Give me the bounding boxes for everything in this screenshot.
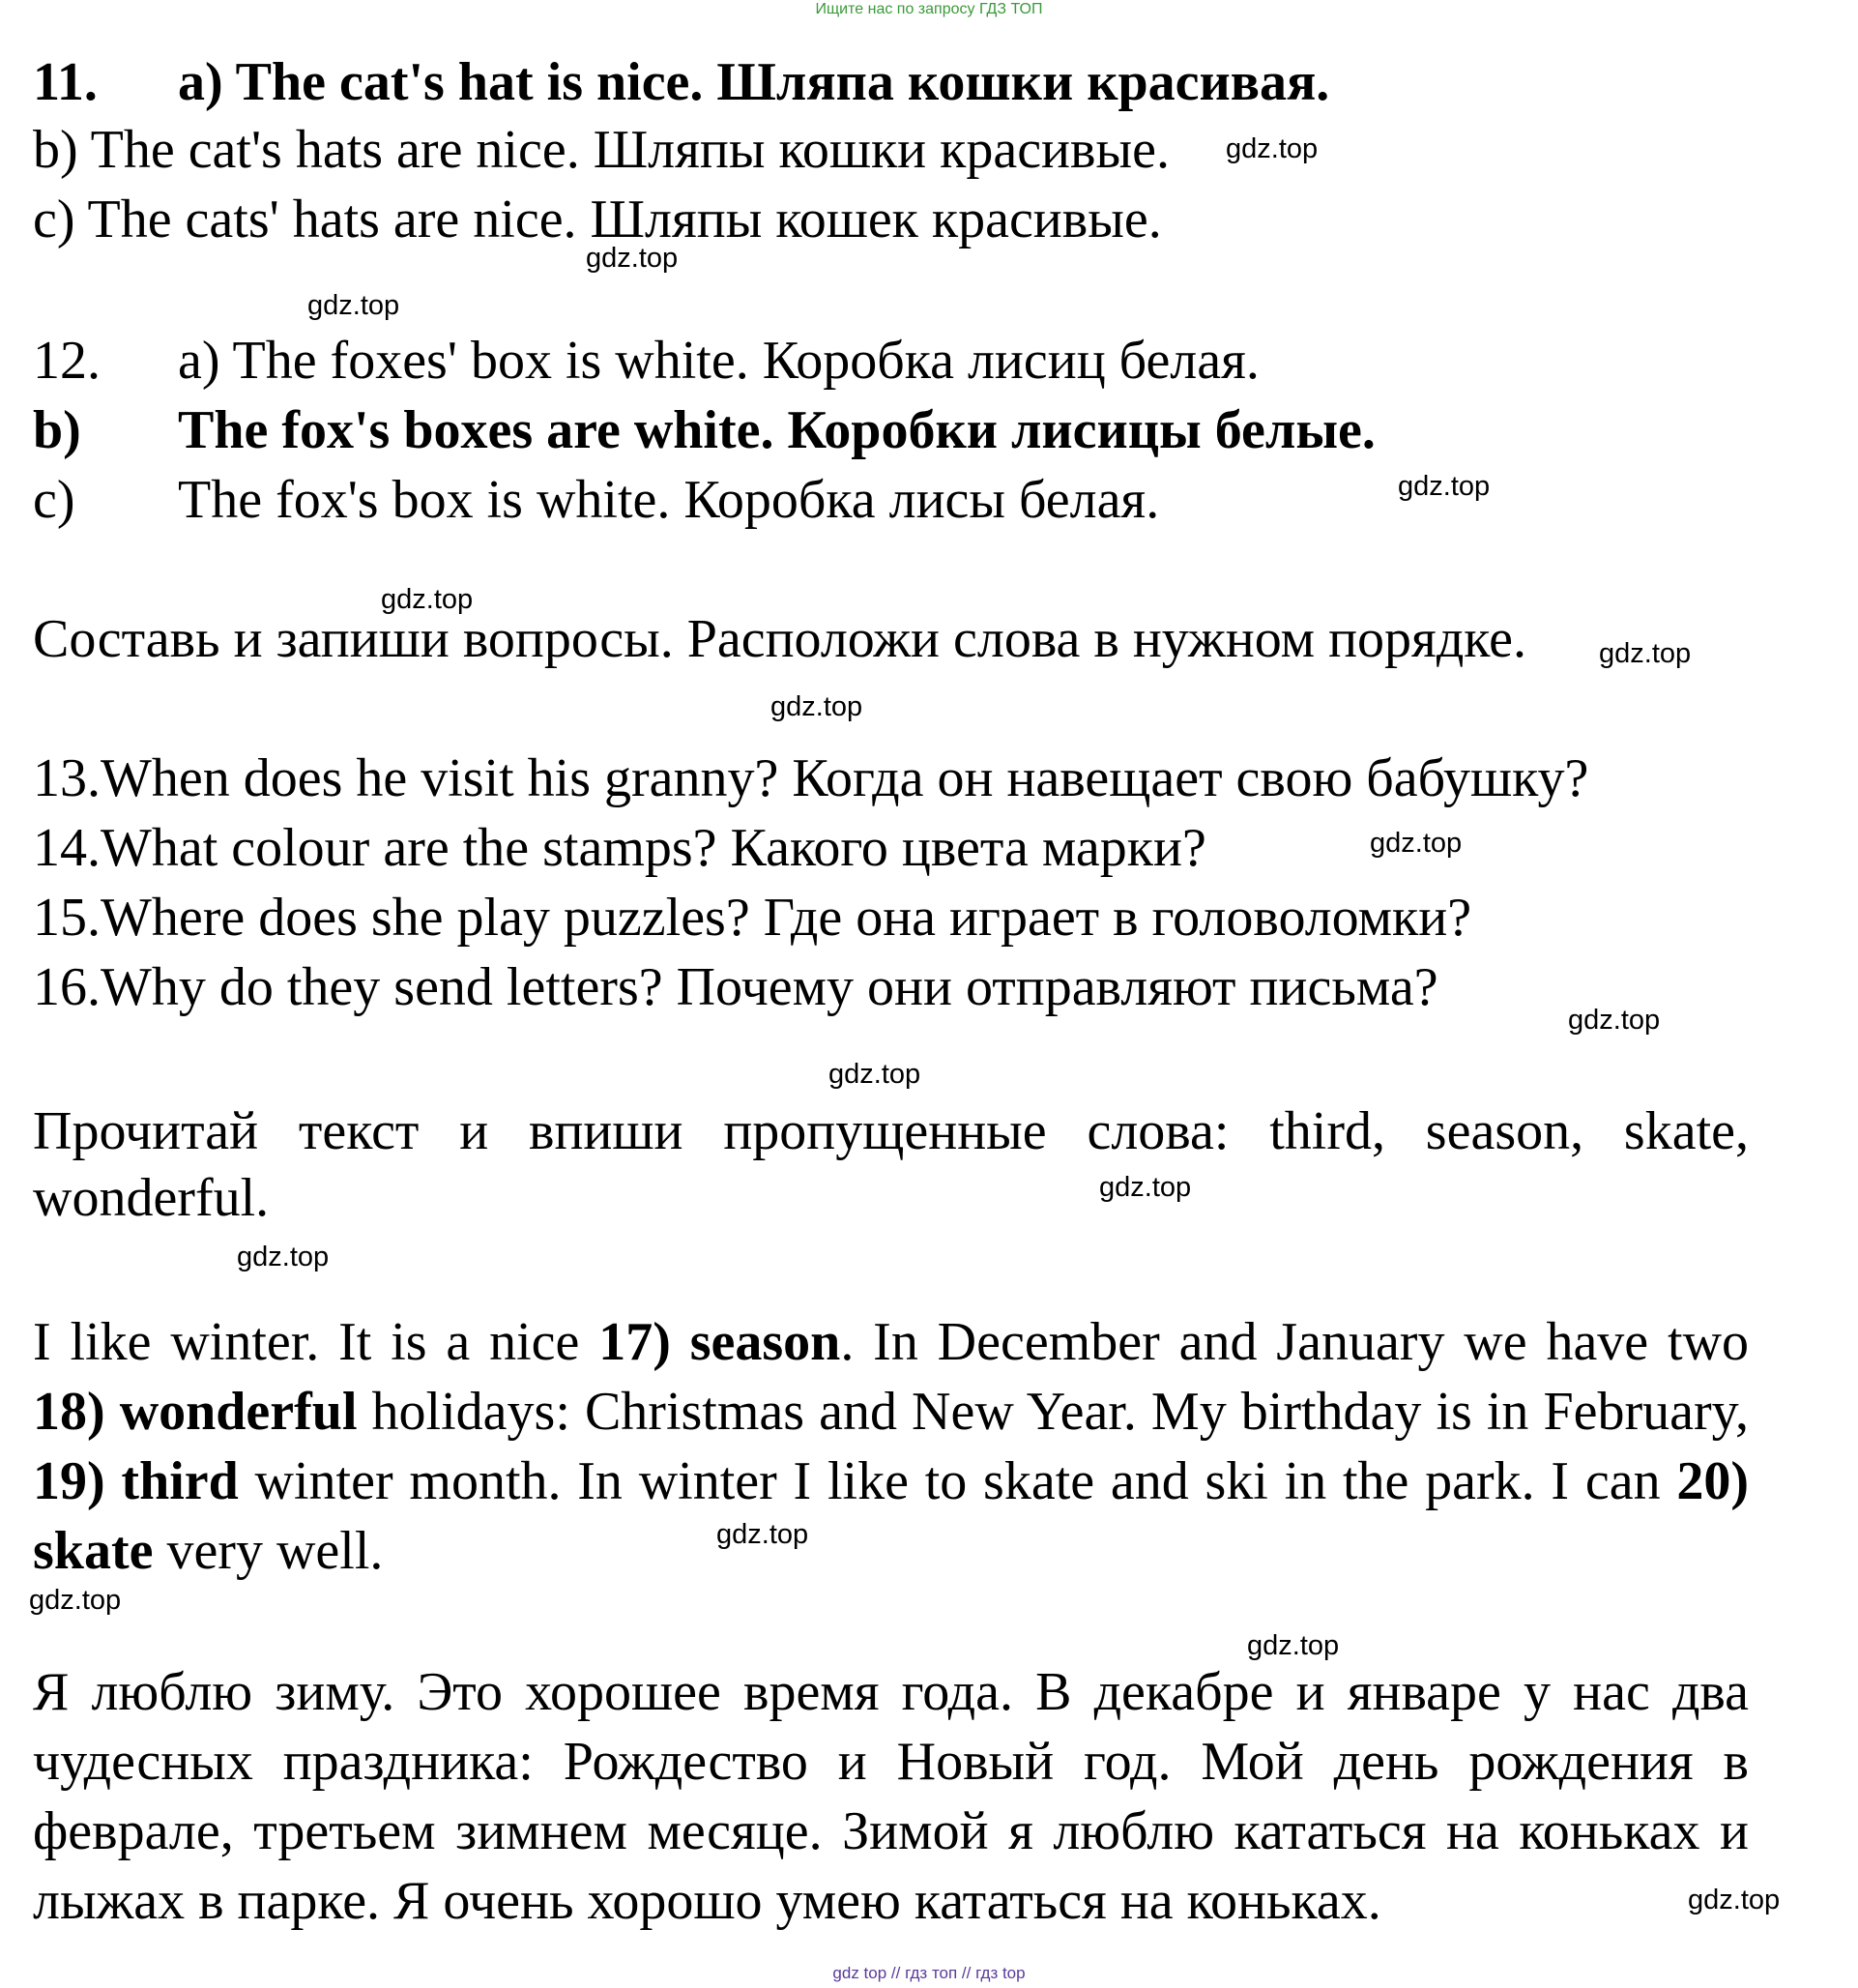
question-13: 13.When does he visit his granny? Когда он навещает свою бабушку?	[33, 748, 1589, 808]
watermark: gdz.top	[1099, 1172, 1192, 1203]
watermark: gdz.top	[716, 1519, 809, 1550]
ex11-c: c) The cats' hats are nice. Шляпы кошек красивые.	[33, 190, 1162, 249]
ex12-b	[33, 398, 1376, 462]
text-part-3: holidays: Christmas and New Year. My birthday is in February,	[357, 1382, 1749, 1442]
ex11-a	[33, 50, 1329, 114]
watermark: gdz.top	[307, 290, 400, 321]
watermark: gdz.top	[828, 1059, 921, 1090]
watermark: gdz.top	[1226, 133, 1319, 164]
text-part-5: very well.	[153, 1521, 384, 1581]
watermark: gdz.top	[29, 1585, 122, 1616]
top-banner[interactable]: Ищите нас по запросу ГДЗ ТОП	[815, 1, 1043, 17]
ex12-b-label: b)	[33, 400, 81, 460]
text-part-4: winter month. In winter I like to skate and ski in the park. I can	[238, 1451, 1677, 1511]
instruction-fill-line1: Прочитай текст и впиши пропущенные слова: third, season, skate,	[33, 1101, 1749, 1161]
watermark: gdz.top	[1568, 1005, 1661, 1036]
ex11-number: 11.	[33, 52, 98, 112]
watermark: gdz.top	[381, 584, 474, 615]
instruction-questions: Составь и запиши вопросы. Расположи слова в нужном порядке.	[33, 609, 1526, 669]
watermark: gdz.top	[1398, 471, 1491, 502]
bottom-banner[interactable]: gdz top // гдз топ // гдз top	[832, 1964, 1026, 1982]
answer-17: 17) season	[598, 1312, 841, 1372]
ex12-c-label: c)	[33, 470, 75, 530]
question-16: 16.Why do they send letters? Почему они отправляют письма?	[33, 957, 1438, 1017]
question-15: 15.Where does she play puzzles? Где она играет в головоломки?	[33, 888, 1472, 948]
watermark: gdz.top	[1688, 1885, 1781, 1915]
ex11-b: b) The cat's hats are nice. Шляпы кошки красивые.	[33, 120, 1170, 180]
ex11-a-text: a) The cat's hat is nice. Шляпа кошки красивая.	[178, 52, 1330, 112]
watermark: gdz.top	[1370, 828, 1463, 859]
watermark: gdz.top	[770, 691, 863, 722]
watermark: gdz.top	[1247, 1630, 1340, 1661]
answer-18: 18) wonderful	[33, 1382, 358, 1442]
text-part-2: . In December and January we have two	[840, 1312, 1750, 1372]
ex12-number: 12.	[33, 331, 101, 391]
text-part-1: I like winter. It is a nice	[33, 1312, 599, 1372]
answer-19: 19) third	[33, 1451, 239, 1511]
ex12-a-text: a) The foxes' box is white. Коробка лисиц белая.	[178, 331, 1260, 391]
watermark: gdz.top	[1599, 638, 1692, 669]
watermark: gdz.top	[237, 1242, 330, 1272]
answer-20: 20) skate	[33, 1451, 1749, 1581]
ex12-c-text: The fox's box is white. Коробка лисы белая.	[178, 470, 1160, 530]
ex12-c	[33, 468, 1159, 532]
filled-text	[33, 1307, 1749, 1586]
question-14: 14.What colour are the stamps? Какого цвета марки?	[33, 818, 1206, 878]
ex12-a	[33, 329, 1260, 393]
ex12-b-text: The fox's boxes are white. Коробки лисицы белые.	[178, 400, 1376, 460]
translation-text: Я люблю зиму. Это хорошее время года. В декабре и январе у нас два чудесных праздника: Рождество и Новый год. Мой день рождения в феврале, третьем зимнем месяце. Зимой я люблю кататься на коньках и лыжах в парке. Я очень хорошо умею кататься на коньках.	[33, 1662, 1749, 1931]
watermark: gdz.top	[586, 243, 679, 274]
instruction-fill-line2: wonderful.	[33, 1168, 270, 1228]
